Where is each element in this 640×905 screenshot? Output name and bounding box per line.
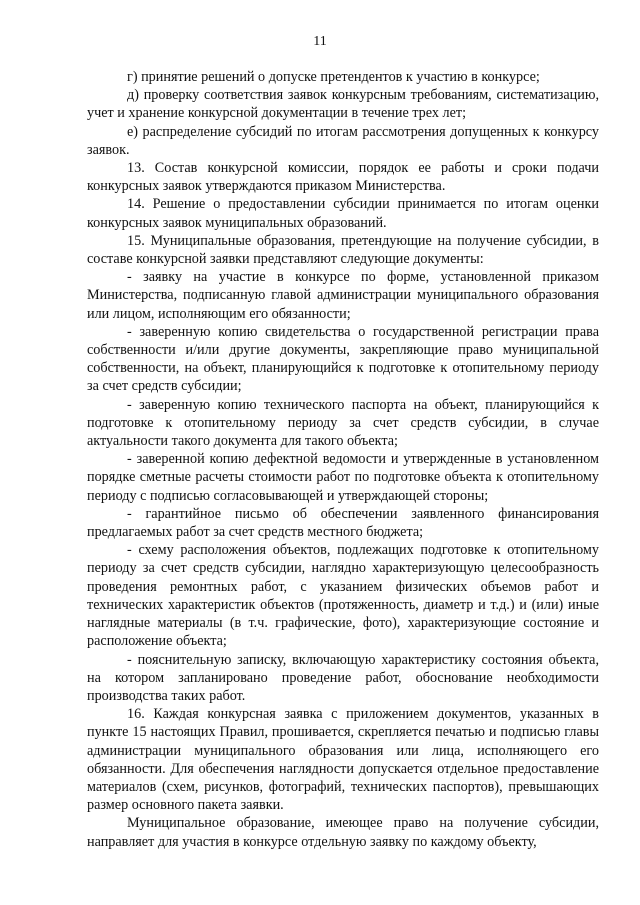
document-body xyxy=(87,68,599,851)
list-item-application: - заявку на участие в конкурсе по форме, установленной приказом Министерства, подписанную главой администрации муниципального образования или лицом, исполняющим его обязанности; xyxy=(87,269,599,322)
paragraph-13: 13. Состав конкурсной комиссии, порядок ее работы и сроки подачи конкурсных заявок утверждаются приказом Министерства. xyxy=(87,160,599,195)
paragraph-item-e: е) распределение субсидий по итогам рассмотрения допущенных к конкурсу заявок. xyxy=(87,123,599,158)
paragraph-item-d: д) проверку соответствия заявок конкурсным требованиям, систематизацию, учет и хранение конкурсной документации в течение трех лет; xyxy=(87,87,599,122)
list-item-certificate-copy: - заверенную копию свидетельства о государственной регистрации права собственности и/или другие документы, закрепляющие право муниципальной собственности, на объект, планирующийся к подготовке к отопительному периоду за счет средств субсидии; xyxy=(87,323,599,395)
paragraph-16: 16. Каждая конкурсная заявка с приложением документов, указанных в пункте 15 настоящих Правил, прошивается, скрепляется печатью и подписью главы администрации муниципального образования или лица, исполняющего его обязанности. Для обеспечения наглядности допускается отдельное предоставление материалов (схем, рисунков, фотографий, технических паспортов), превышающих размер основного пакета заявки. xyxy=(87,706,599,814)
list-item-location-scheme: - схему расположения объектов, подлежащих подготовке к отопительному периоду за счет средств субсидии, наглядно характеризующую целесообразность проведения ремонтных работ, с указанием физических объемов работ и технических характеристик объектов (протяженность, диаметр и т.д.) и (или) иные наглядные материалы (в т.ч. графические, фото), характеризующие состояние и расположение объекта; xyxy=(87,542,599,650)
paragraph-continuation: Муниципальное образование, имеющее право на получение субсидии, направляет для участия в конкурсе отдельную заявку по каждому объекту, xyxy=(87,815,599,850)
paragraph-14: 14. Решение о предоставлении субсидии принимается по итогам оценки конкурсных заявок муниципальных образований. xyxy=(87,196,599,231)
list-item-explanatory-note: - пояснительную записку, включающую характеристику состояния объекта, на котором запланировано проведение работ, обоснование необходимости производства таких работ. xyxy=(87,651,599,704)
paragraph-item-g: г) принятие решений о допуске претендентов к участию в конкурсе; xyxy=(127,69,540,85)
list-item-guarantee-letter: - гарантийное письмо об обеспечении заявленного финансирования предлагаемых работ за счет средств местного бюджета; xyxy=(87,505,599,541)
page-number: 11 xyxy=(313,34,327,49)
paragraph-15: 15. Муниципальные образования, претендующие на получение субсидии, в составе конкурсной заявки представляют следующие документы: xyxy=(87,232,599,268)
list-item-defect-statement: - заверенной копию дефектной ведомости и утвержденные в установленном порядке сметные расчеты стоимости работ по подготовке объекта к отопительному периоду с подписью согласовывающей и утверждающей стороны; xyxy=(87,451,599,504)
list-item-technical-passport: - заверенную копию технического паспорта на объект, планирующийся к подготовке к отопительному периоду за счет средств субсидии, в случае актуальности такого документа для такого объекта; xyxy=(87,396,599,450)
